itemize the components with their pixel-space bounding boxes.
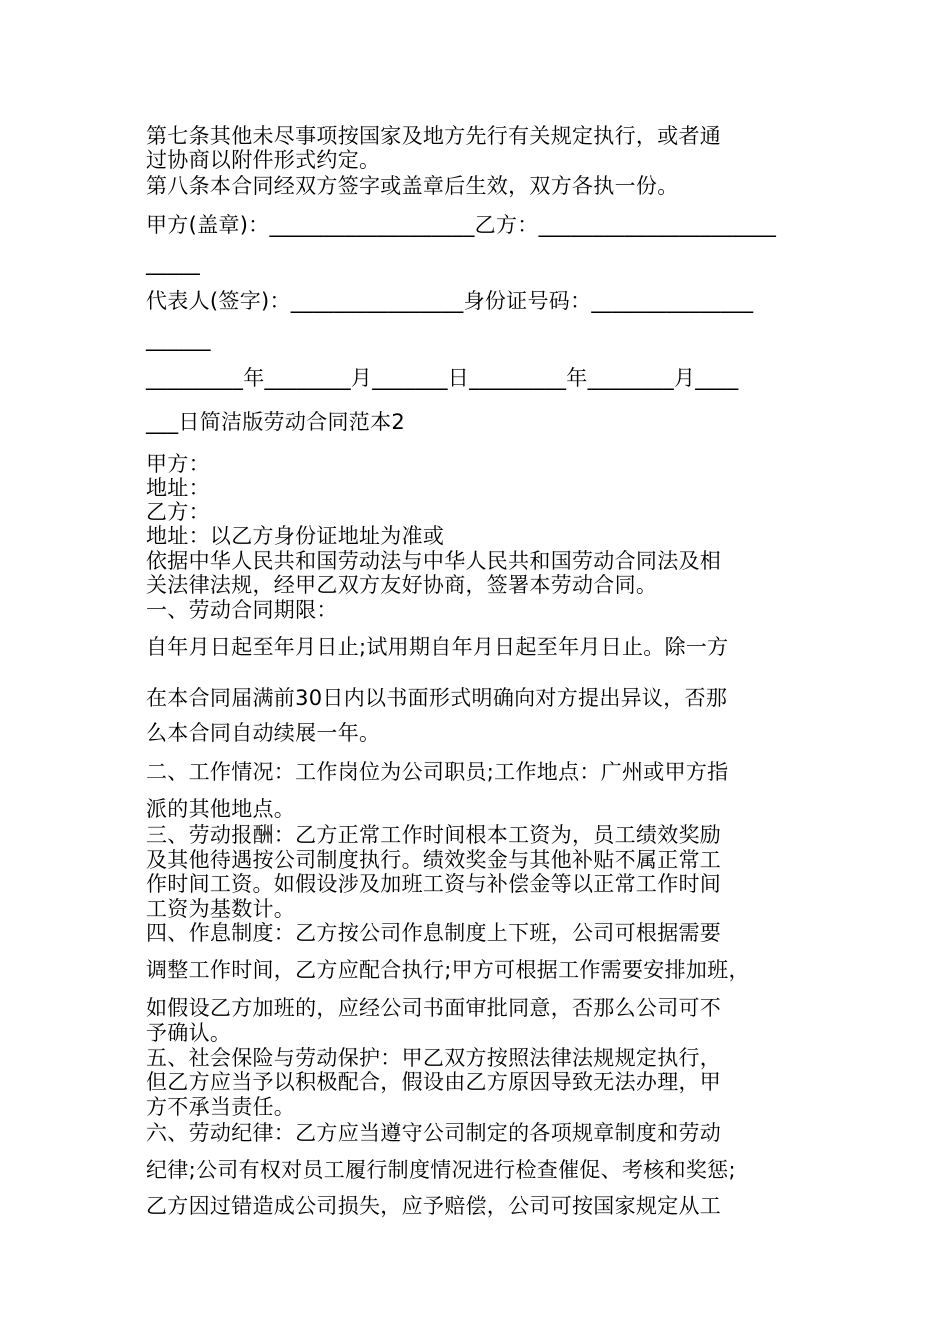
text-line: 四、作息制度：乙方按公司作息制度上下班，公司可根据需要 [146, 921, 722, 945]
section-title: ___日简洁版劳动合同范本2 [146, 410, 406, 434]
text-line: 工资为基数计。 [146, 897, 296, 921]
text-line: 予确认。 [146, 1021, 232, 1045]
text-line: 乙方因过错造成公司损失，应予赔偿，公司可按国家规定从工 [146, 1194, 722, 1218]
text-line: 自年月日起至年月日止;试用期自年月日起至年月日止。除一方 [146, 635, 729, 659]
text-line: ______ [146, 327, 211, 351]
text-line: 纪律;公司有权对员工履行制度情况进行检查催促、考核和奖惩; [146, 1158, 736, 1182]
text-line: 关法律法规，经甲乙双方友好协商，签署本劳动合同。 [146, 573, 658, 597]
text-line: 三、劳动报酬：乙方正常工作时间根本工资为，员工绩效奖励 [146, 823, 722, 847]
text-line: 乙方： [146, 500, 210, 524]
text-line: 依据中华人民共和国劳动法与中华人民共和国劳动合同法及相 [146, 549, 722, 573]
text-line: 六、劳动纪律：乙方应当遵守公司制定的各项规章制度和劳动 [146, 1121, 722, 1145]
text-line: _____ [146, 251, 200, 275]
text-line: 在本合同届满前30日内以书面形式明确向对方提出异议，否那 [146, 686, 728, 710]
text-line: 方不承当责任。 [146, 1095, 296, 1119]
text-line: 地址： [146, 476, 210, 500]
text-line: 派的其他地点。 [146, 797, 296, 821]
text-line: 五、社会保险与劳动保护：甲乙双方按照法律法规规定执行， [146, 1046, 722, 1070]
text-line: 过协商以附件形式约定。 [146, 148, 381, 172]
text-line: 地址：以乙方身份证地址为准或 [146, 524, 445, 548]
text-line: 调整工作时间，乙方应配合执行;甲方可根据工作需要安排加班， [146, 958, 750, 982]
text-line: 代表人(签字)：________________身份证号码：_______________ [146, 289, 754, 313]
text-line: 甲方： [146, 452, 210, 476]
text-line: 一、劳动合同期限： [146, 598, 338, 622]
text-line: 作时间工资。如假设涉及加班工资与补偿金等以正常工作时间 [146, 872, 722, 896]
text-line: 及其他待遇按公司制度执行。绩效奖金与其他补贴不属正常工 [146, 848, 722, 872]
text-line: 第八条本合同经双方签字或盖章后生效，双方各执一份。 [146, 174, 679, 198]
text-line: 如假设乙方加班的，应经公司书面审批同意，否那么公司可不 [146, 996, 722, 1020]
text-line: 甲方(盖章)：___________________乙方：______________________ [146, 213, 777, 237]
text-line: 第七条其他未尽事项按国家及地方先行有关规定执行，或者通 [146, 124, 722, 148]
text-line: _________年________月_______日_________年________月____ [146, 366, 739, 390]
text-line: 么本合同自动续展一年。 [146, 721, 381, 745]
text-line: 但乙方应当予以积极配合，假设由乙方原因导致无法办理，甲 [146, 1070, 722, 1094]
text-line: 二、工作情况：工作岗位为公司职员;工作地点：广州或甲方指 [146, 760, 729, 784]
